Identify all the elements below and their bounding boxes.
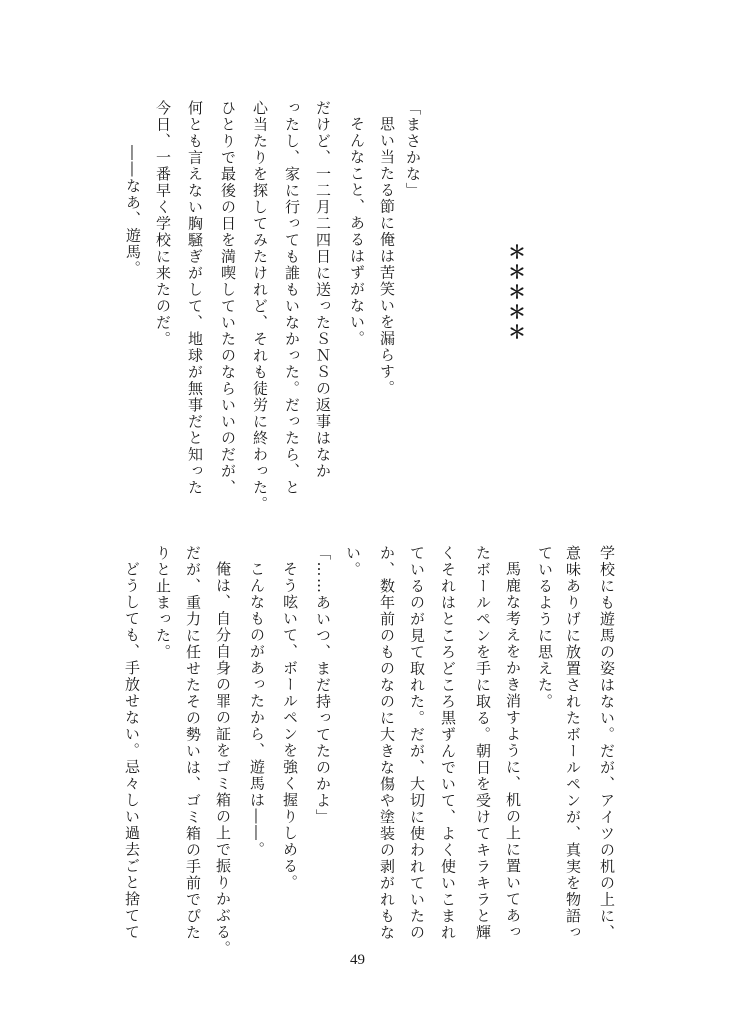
text-line: 今日、一番早く学校に来たのだ。 [154, 100, 172, 348]
text-line: どうしても、手放せない。忌々しい過去ごと捨てて [123, 561, 141, 941]
text-line: 「まさかな」 [404, 100, 422, 199]
text-line: くそれはところどころ黒ずんでいて、よく使いこまれ [439, 545, 457, 941]
text-line: い。 [344, 545, 362, 578]
text-line: ――なあ、遊馬。 [124, 145, 142, 277]
text-line: ているのが見て取れた。だが、大切に使われていたの [408, 545, 426, 941]
text-line: たボールペンを手に取る。朝日を受けてキラキラと輝 [474, 545, 492, 941]
section-separator: ＊＊＊＊＊ [505, 243, 526, 343]
text-line: か、数年前のものなのに大きな傷や塗装の剥がれもな [378, 545, 396, 941]
page-number: 49 [350, 952, 365, 968]
text-line: 俺は、自分自身の罪の証をゴミ箱の上で振りかぶる。 [214, 561, 232, 957]
text-line: ったし、家に行っても誰もいなかった。だったら、と [283, 100, 301, 496]
text-line: りと止まった。 [154, 545, 172, 661]
text-line: 「……あいつ、まだ持ってたのかよ」 [314, 545, 332, 826]
text-line: そう呟いて、ボールペンを強く握りしめる。 [281, 561, 299, 891]
text-line: ひとりで最後の日を満喫していたのならいいのだが、 [219, 100, 237, 496]
text-line: そんなこと、あるはずがない。 [348, 116, 366, 347]
text-line: 馬鹿な考えをかき消すように、机の上に置いてあっ [504, 561, 522, 941]
text-line: 学校にも遊馬の姿はない。だが、アイツの机の上に、 [598, 545, 616, 941]
text-line: 意味ありげに放置されたボールペンが、真実を物語っ [564, 545, 582, 941]
text-line: だけど、一二月二四日に送ったＳＮＳの返事はなか [314, 100, 332, 480]
text-line: こんなものがあったから、遊馬は――。 [248, 561, 266, 858]
text-line: ているように思えた。 [536, 545, 554, 710]
text-line: 思い当たる節に俺は苦笑いを漏らす。 [378, 116, 396, 397]
text-line: だが、重力に任せたその勢いは、ゴミ箱の手前でぴた [184, 545, 202, 941]
text-line: 何とも言えない胸騒ぎがして、地球が無事だと知った [186, 100, 204, 496]
text-line: 心当たりを探してみたけれど、それも徒労に終わった。 [251, 100, 269, 513]
